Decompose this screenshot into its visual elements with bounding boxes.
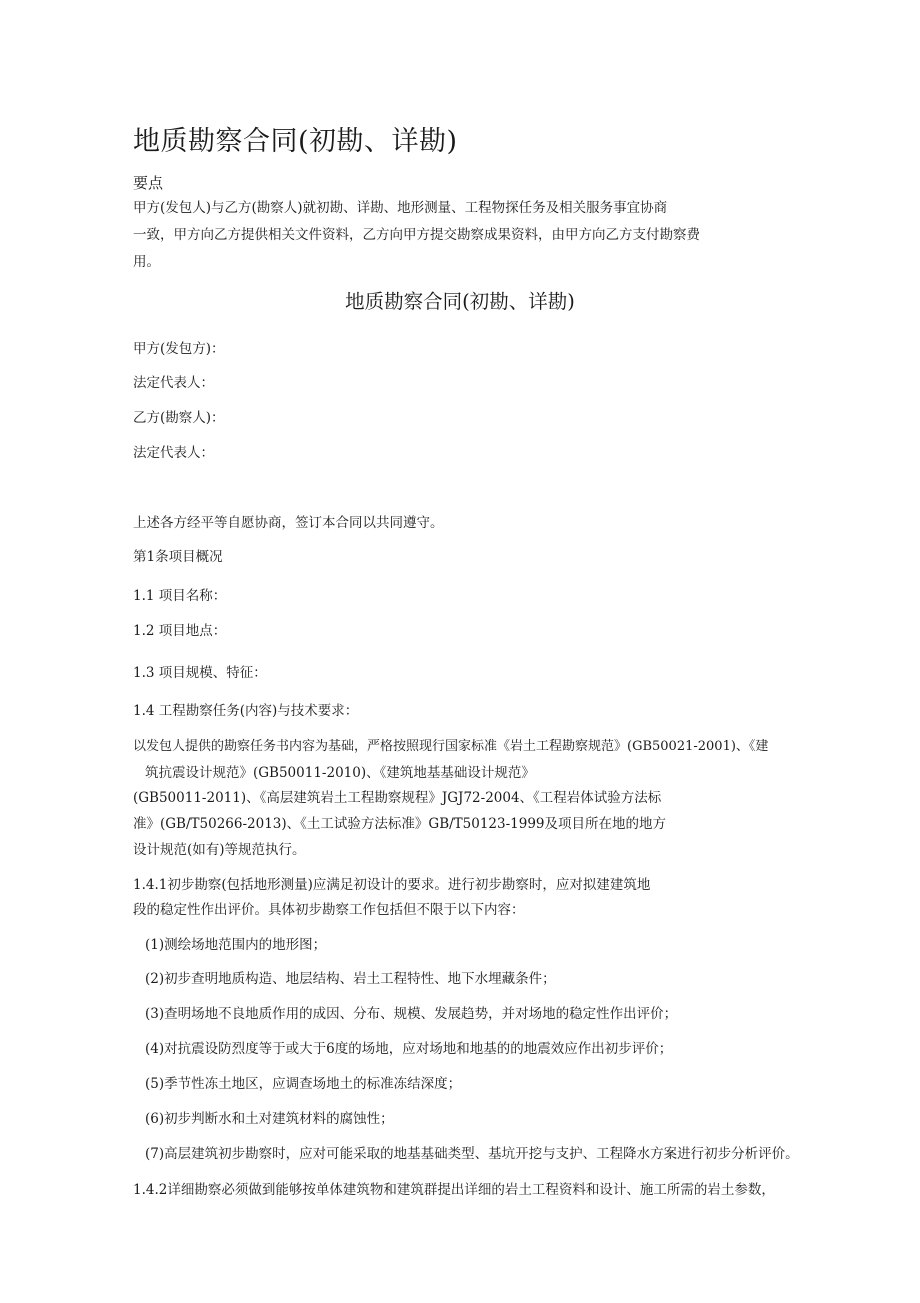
prelim-item-4: (4)对抗震设防烈度等于或大于6度的场地，应对场地和地基的的地震效应作出初步评价； [145, 1041, 673, 1057]
summary-line-2: 一致，甲方向乙方提供相关文件资料，乙方向甲方提交勘察成果资料，由甲方向乙方支付勘察费 [133, 227, 700, 243]
main-title: 地质勘察合同(初勘、详勘) [133, 126, 458, 157]
contract-title: 地质勘察合同(初勘、详勘) [345, 290, 575, 313]
standards-line-1: 以发包人提供的勘察任务书内容为基础，严格按照现行国家标准《岩土工程勘察规范》(GB50021-2001)、《建 [133, 739, 769, 754]
prelim-item-3: (3)查明场地不良地质作用的成因、分布、规模、发展趋势，并对场地的稳定性作出评价； [145, 1006, 678, 1022]
standards-line-4: 准》(GB/T50266-2013)、《土工试验方法标准》GB/T50123-1999及项目所在地的地方 [133, 816, 667, 832]
article-1-heading: 第1条项目概况 [133, 549, 223, 565]
item-1-4: 1.4 工程勘察任务(内容)与技术要求： [133, 703, 359, 719]
item-1-1: 1.1 项目名称： [133, 588, 227, 604]
party-a-representative-label: 法定代表人： [133, 375, 214, 391]
prelim-item-5: (5)季节性冻土地区，应调查场地土的标准冻结深度； [145, 1076, 462, 1092]
standards-line-5: 设计规范(如有)等规范执行。 [133, 842, 306, 858]
prelim-item-1: (1)测绘场地范围内的地形图； [145, 937, 327, 953]
item-1-4-1-line-1: 1.4.1初步勘察(包括地形测量)应满足初设计的要求。进行初步勘察时，应对拟建建筑地 [133, 877, 651, 893]
prelim-item-2: (2)初步查明地质构造、地层结构、岩土工程特性、地下水埋藏条件； [145, 971, 556, 987]
standards-line-3: (GB50011-2011)、《高层建筑岩土工程勘察规程》JGJ72-2004、《工程岩体试验方法标 [133, 790, 662, 806]
prelim-item-7: (7)高层建筑初步勘察时，应对可能采取的地基基础类型、基坑开挖与支护、工程降水方案进行初步分析评价。 [145, 1146, 799, 1162]
party-b-representative-label: 法定代表人： [133, 445, 214, 461]
summary-line-3: 用。 [133, 254, 160, 270]
prelim-item-6: (6)初步判断水和土对建筑材料的腐蚀性； [145, 1111, 394, 1127]
item-1-2: 1.2 项目地点： [133, 623, 227, 639]
party-b-label: 乙方(勘察人)： [133, 410, 225, 426]
item-1-4-1-line-2: 段的稳定性作出评价。具体初步勘察工作包括但不限于以下内容： [133, 902, 525, 918]
agreement-statement: 上述各方经平等自愿协商，签订本合同以共同遵守。 [133, 515, 444, 531]
item-1-3: 1.3 项目规模、特征： [133, 665, 267, 681]
summary-heading: 要点 [133, 174, 164, 192]
item-1-4-2: 1.4.2详细勘察必须做到能够按单体建筑物和建筑群提出详细的岩土工程资料和设计、施工所需的岩土参数， [133, 1182, 775, 1198]
party-a-label: 甲方(发包方)： [133, 341, 225, 357]
standards-line-2: 筑抗震设计规范》(GB50011-2010)、《建筑地基基础设计规范》 [145, 765, 535, 781]
summary-line-1: 甲方(发包人)与乙方(勘察人)就初勘、详勘、地形测量、工程物探任务及相关服务事宜协商 [133, 200, 668, 216]
